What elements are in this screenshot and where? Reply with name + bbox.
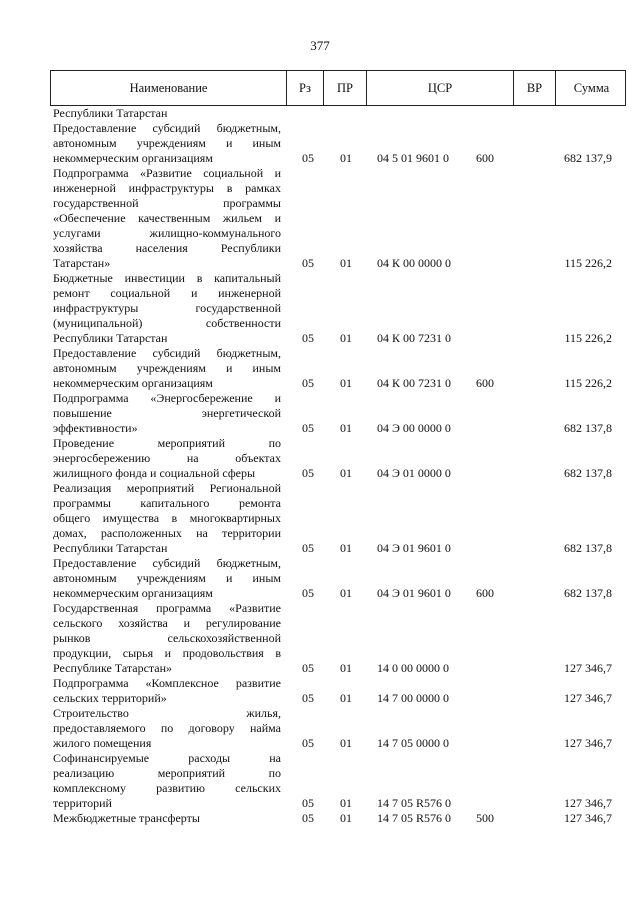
table-header [50,70,626,106]
row-name [53,676,281,706]
row-name-line: Строительство жилья, [53,706,281,720]
row-name-line: Татарстан» [53,256,111,270]
row-sum: 127 346,7 [564,661,612,675]
row-name-line: территорий [53,796,112,810]
row-name-line: ремонт социальной и инженерной [53,286,281,300]
row-name-line: некоммерческим организациям [53,376,213,390]
row-pr: 01 [340,376,352,390]
row-name-line: Подпрограмма «Энергосбережение и [53,391,281,405]
table-row [50,271,626,346]
row-sum: 127 346,7 [564,691,612,705]
row-name [53,436,281,481]
row-name-line: Республики Татарстан [53,106,168,120]
table-row [50,676,626,706]
row-name-line: реализацию мероприятий по [53,766,281,780]
row-sum: 682 137,8 [564,421,612,435]
row-name [53,166,281,271]
row-name [53,811,281,826]
row-name-line: автономным учреждениям и иным [53,361,281,375]
row-name-line: Предоставление субсидий бюджетным, [53,121,281,135]
row-name-line: «Обеспечение качественным жильем и [53,211,281,225]
row-name-line: Предоставление субсидий бюджетным, [53,556,281,570]
row-name-line: сельского хозяйства и регулирование [53,616,281,630]
row-name-line: программы капитального ремонта [53,496,281,510]
row-name-line: государственной программы [53,196,281,210]
row-name [53,601,281,676]
row-rz: 05 [302,541,314,555]
row-name-line: Республике Татарстан» [53,661,173,675]
row-sum: 127 346,7 [564,811,612,825]
row-sum: 127 346,7 [564,736,612,750]
row-sum: 127 346,7 [564,796,612,810]
row-name-line: предоставляемого по договору найма [53,721,281,735]
row-name [53,121,281,166]
row-name-line: инфраструктуры государственной [53,301,281,315]
row-pr: 01 [340,151,352,165]
row-csr: 04 К 00 0000 0 [377,256,452,270]
row-rz: 05 [302,466,314,480]
row-csr: 04 Э 01 9601 0 [377,586,451,600]
table-row [50,751,626,811]
row-rz: 05 [302,736,314,750]
row-csr: 04 К 00 7231 0 [377,331,452,345]
row-name-line: некоммерческим организациям [53,151,213,165]
row-sum: 115 226,2 [564,376,612,390]
row-name-line: Реализация мероприятий Региональной [53,481,281,495]
row-name-line: Республики Татарстан [53,541,168,555]
row-pr: 01 [340,661,352,675]
row-rz: 05 [302,331,314,345]
row-name [53,271,281,346]
row-name [53,391,281,436]
row-pr: 01 [340,331,352,345]
page-number: 377 [310,38,330,53]
row-name-line: продукции, сырья и продовольствия в [53,646,281,660]
table-row [50,481,626,556]
table-row [50,556,626,601]
row-pr: 01 [340,811,352,825]
budget-table [50,70,626,826]
row-name-line: жилищного фонда и социальной сферы [53,466,256,480]
row-name-line: автономным учреждениям и иным [53,571,281,585]
row-name-line: общего имущества в многоквартирных [53,511,281,525]
row-name-line: Подпрограмма «Развитие социальной и [53,166,281,180]
row-name [53,106,281,121]
row-csr: 14 0 00 0000 0 [377,661,449,675]
table-row [50,436,626,481]
row-name-line: инженерной инфраструктуры в рамках [53,181,281,195]
table-row [50,601,626,676]
header-pr: ПР [323,71,366,105]
row-name-line: домах, расположенных на территории [53,526,281,540]
row-name-line: эффективности» [53,421,138,435]
row-rz: 05 [302,256,314,270]
row-pr: 01 [340,691,352,705]
row-name-line: хозяйства населения Республики [53,241,281,255]
row-name-line: (муниципальной) собственности [53,316,281,330]
row-rz: 05 [302,421,314,435]
row-rz: 05 [302,691,314,705]
row-pr: 01 [340,796,352,810]
row-name [53,706,281,751]
row-vr: 500 [476,811,494,825]
table-row [50,811,626,826]
row-csr: 04 Э 01 0000 0 [377,466,451,480]
row-vr: 600 [476,151,494,165]
table-row [50,121,626,166]
row-name-line: сельских территорий» [53,691,167,705]
row-pr: 01 [340,541,352,555]
row-vr: 600 [476,376,494,390]
header-sum: Сумма [555,71,627,105]
row-csr: 04 К 00 7231 0 [377,376,452,390]
row-rz: 05 [302,376,314,390]
row-name [53,556,281,601]
row-name-line: Республики Татарстан [53,331,168,345]
row-name-line: некоммерческим организациям [53,586,213,600]
header-name: Наименование [129,81,208,95]
row-pr: 01 [340,736,352,750]
row-pr: 01 [340,421,352,435]
header-rz: Рз [286,71,323,105]
row-name-line: автономным учреждениям и иным [53,136,281,150]
row-csr: 14 7 00 0000 0 [377,691,449,705]
row-name-line: Межбюджетные трансферты [53,811,200,825]
row-csr: 14 7 05 0000 0 [377,736,449,750]
row-sum: 682 137,8 [564,466,612,480]
row-name-line: Предоставление субсидий бюджетным, [53,346,281,360]
row-name-line: рынков сельскохозяйственной [53,631,281,645]
row-name [53,751,281,811]
row-name [53,481,281,556]
row-name [53,346,281,391]
row-csr: 14 7 05 R576 0 [377,796,452,810]
row-sum: 682 137,8 [564,541,612,555]
row-name-line: повышение энергетической [53,406,281,420]
row-rz: 05 [302,796,314,810]
row-rz: 05 [302,586,314,600]
table-row [50,106,626,121]
row-name-line: Государственная программа «Развитие [53,601,281,615]
row-name-line: Бюджетные инвестиции в капитальный [53,271,281,285]
row-sum: 115 226,2 [564,331,612,345]
table-row [50,706,626,751]
row-name-line: услугами жилищно-коммунального [53,226,281,240]
row-csr: 14 7 05 R576 0 [377,811,452,825]
row-csr: 04 Э 01 9601 0 [377,541,451,555]
row-pr: 01 [340,586,352,600]
table-row [50,391,626,436]
row-rz: 05 [302,661,314,675]
row-name-line: жилого помещения [53,736,152,750]
row-sum: 682 137,8 [564,586,612,600]
row-csr: 04 Э 00 0000 0 [377,421,451,435]
table-row [50,166,626,271]
row-name-line: Проведение мероприятий по [53,436,281,450]
row-rz: 05 [302,811,314,825]
header-csr: ЦСР [366,71,513,105]
row-name-line: Подпрограмма «Комплексное развитие [53,676,281,690]
row-name-line: Софинансируемые расходы на [53,751,281,765]
row-name-line: комплексному развитию сельских [53,781,281,795]
table-body [50,106,626,826]
row-sum: 115 226,2 [564,256,612,270]
row-rz: 05 [302,151,314,165]
row-pr: 01 [340,466,352,480]
row-csr: 04 5 01 9601 0 [377,151,449,165]
row-pr: 01 [340,256,352,270]
row-vr: 600 [476,586,494,600]
table-row [50,346,626,391]
row-sum: 682 137,9 [564,151,612,165]
row-name-line: энергосбережению на объектах [53,451,281,465]
header-vr: ВР [513,71,555,105]
